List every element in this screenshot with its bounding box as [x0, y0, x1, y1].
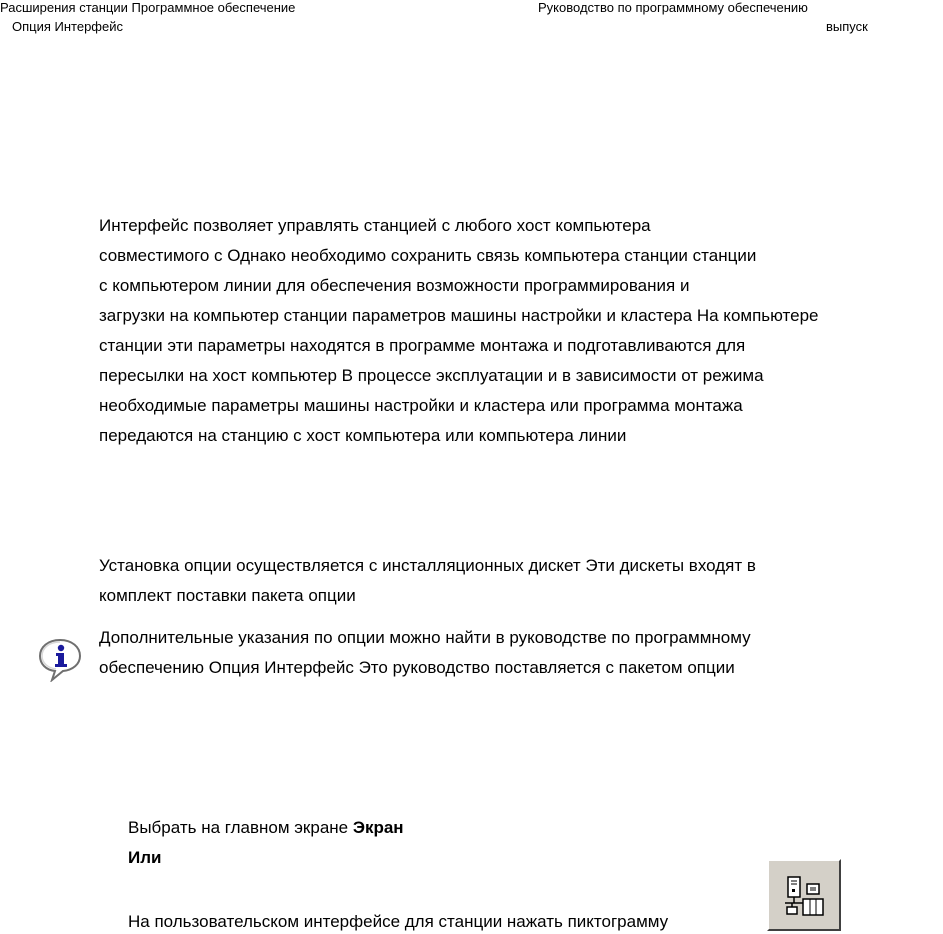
note-paragraph — [99, 623, 751, 683]
intro-line: необходимые параметры машины настройки и кластера или программа монтажа — [99, 396, 743, 415]
intro-line: станции эти параметры находятся в программе монтажа и подготавливаются для — [99, 336, 746, 355]
intro-paragraph — [99, 211, 818, 451]
step-press-icon: На пользовательском интерфейсе для станции нажать пиктограмму — [128, 912, 669, 931]
install-line: комплект поставки пакета опции — [99, 586, 356, 605]
install-line: Установка опции осуществляется с инсталляционных дискет Эти дискеты входят в — [99, 556, 756, 575]
station-interface-button[interactable] — [767, 859, 841, 931]
or-label: Или — [128, 848, 162, 867]
intro-line: совместимого с Однако необходимо сохранить связь компьютера станции станции — [99, 246, 757, 265]
install-paragraph — [99, 551, 756, 611]
screen-menu-label: Экран — [352, 818, 404, 837]
step-select-screen — [128, 818, 404, 838]
header-right-line1: Руководство по программному обеспечению — [538, 0, 808, 15]
header-left-line2: Опция Интерфейс — [12, 19, 123, 34]
note-line: Дополнительные указания по опции можно найти в руководстве по программному — [99, 628, 751, 647]
intro-line: передаются на станцию с хост компьютера или компьютера линии — [99, 426, 627, 445]
note-line: обеспечению Опция Интерфейс Это руководство поставляется с пакетом опции — [99, 658, 735, 677]
info-icon — [36, 636, 84, 682]
intro-line: с компьютером линии для обеспечения возможности программирования и — [99, 276, 690, 295]
intro-line: Интерфейс позволяет управлять станцией с любого хост компьютера — [99, 216, 651, 235]
header-right-line2: выпуск — [826, 19, 868, 34]
header-left-line1: Расширения станции Программное обеспечение — [0, 0, 296, 15]
step1-prefix: Выбрать на главном экране — [128, 818, 353, 837]
intro-line: загрузки на компьютер станции параметров машины настройки и кластера На компьютере — [99, 306, 819, 325]
intro-line: пересылки на хост компьютер В процессе эксплуатации и в зависимости от режима — [99, 366, 764, 385]
station-network-icon — [779, 871, 829, 921]
